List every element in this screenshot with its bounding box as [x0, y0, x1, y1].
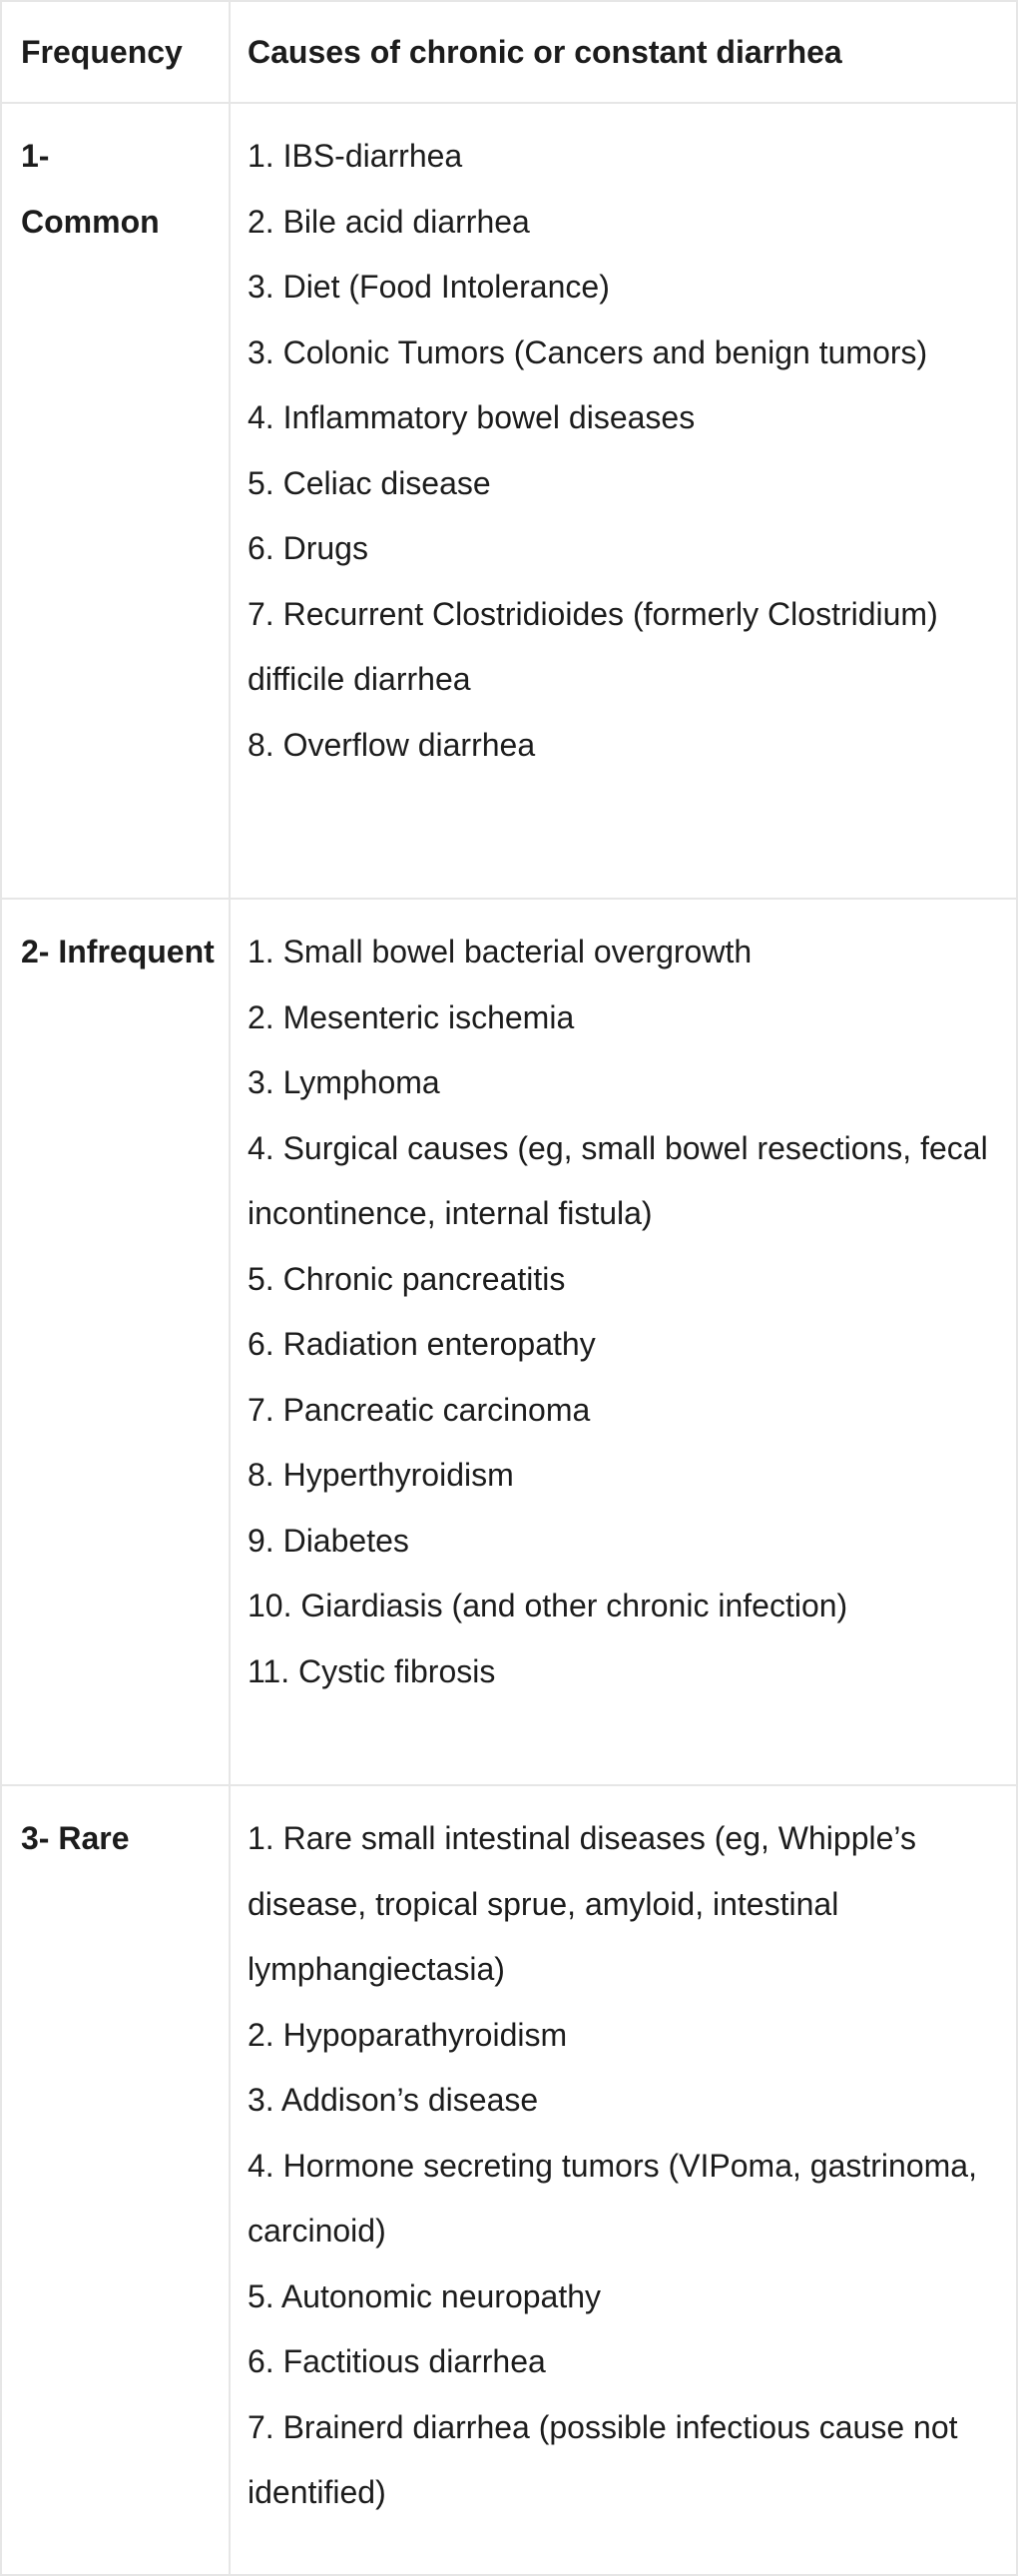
- causes-cell: [230, 899, 1017, 1785]
- table-row: [1, 1785, 1017, 2575]
- list-item: 9. Diabetes: [248, 1522, 409, 1559]
- list-item: 6. Drugs: [248, 530, 368, 566]
- list-item: 8. Overflow diarrhea: [248, 726, 536, 763]
- list-item: 4. Inflammatory bowel diseases: [248, 399, 696, 435]
- header-causes: Causes of chronic or constant diarrhea: [230, 1, 1017, 103]
- list-item: 6. Radiation enteropathy: [248, 1326, 596, 1362]
- list-item: 4. Surgical causes (eg, small bowel resections, fecal incontinence, internal fistula): [248, 1129, 988, 1231]
- list-item: 3. Addison’s disease: [248, 2082, 539, 2118]
- list-item: 11. Cystic fibrosis: [248, 1652, 496, 1689]
- list-item: 5. Chronic pancreatitis: [248, 1260, 566, 1297]
- list-item: 5. Celiac disease: [248, 464, 491, 501]
- list-item: 7. Recurrent Clostridioides (formerly Clostridium) difficile diarrhea: [248, 595, 938, 697]
- list-item: 6. Factitious diarrhea: [248, 2343, 546, 2379]
- list-item: 8. Hyperthyroidism: [248, 1457, 514, 1493]
- header-frequency: Frequency: [1, 1, 230, 103]
- list-item: 3. Diet (Food Intolerance): [248, 269, 610, 305]
- causes-cell: [230, 103, 1017, 899]
- list-item: 3. Colonic Tumors (Cancers and benign tumors): [248, 333, 928, 370]
- list-item: 10. Giardiasis (and other chronic infection): [248, 1588, 848, 1623]
- frequency-cell: 3- Rare: [1, 1785, 230, 2575]
- frequency-cell: 2- Infrequent: [1, 899, 230, 1785]
- list-item: 5. Autonomic neuropathy: [248, 2277, 602, 2314]
- list-item: 7. Brainerd diarrhea (possible infectious cause not identified): [248, 2408, 958, 2510]
- list-item: 1. Small bowel bacterial overgrowth: [248, 934, 753, 969]
- causes-cell: [230, 1785, 1017, 2575]
- list-item: 2. Mesenteric ischemia: [248, 998, 575, 1035]
- list-item: 2. Hypoparathyroidism: [248, 2016, 568, 2053]
- table-header-row: [1, 1, 1017, 103]
- table-row: [1, 103, 1017, 899]
- list-item: 1. Rare small intestinal diseases (eg, Whipple’s disease, tropical sprue, amyloid, intestinal lymphangiectasia): [248, 1820, 916, 1987]
- list-item: 7. Pancreatic carcinoma: [248, 1391, 591, 1428]
- table-row: [1, 899, 1017, 1785]
- list-item: 4. Hormone secreting tumors (VIPoma, gastrinoma, carcinoid): [248, 2147, 977, 2249]
- list-item: 1. IBS-diarrhea: [248, 138, 463, 174]
- list-item: 3. Lymphoma: [248, 1064, 440, 1100]
- frequency-cell: 1- Common: [1, 103, 230, 899]
- list-item: 2. Bile acid diarrhea: [248, 203, 530, 240]
